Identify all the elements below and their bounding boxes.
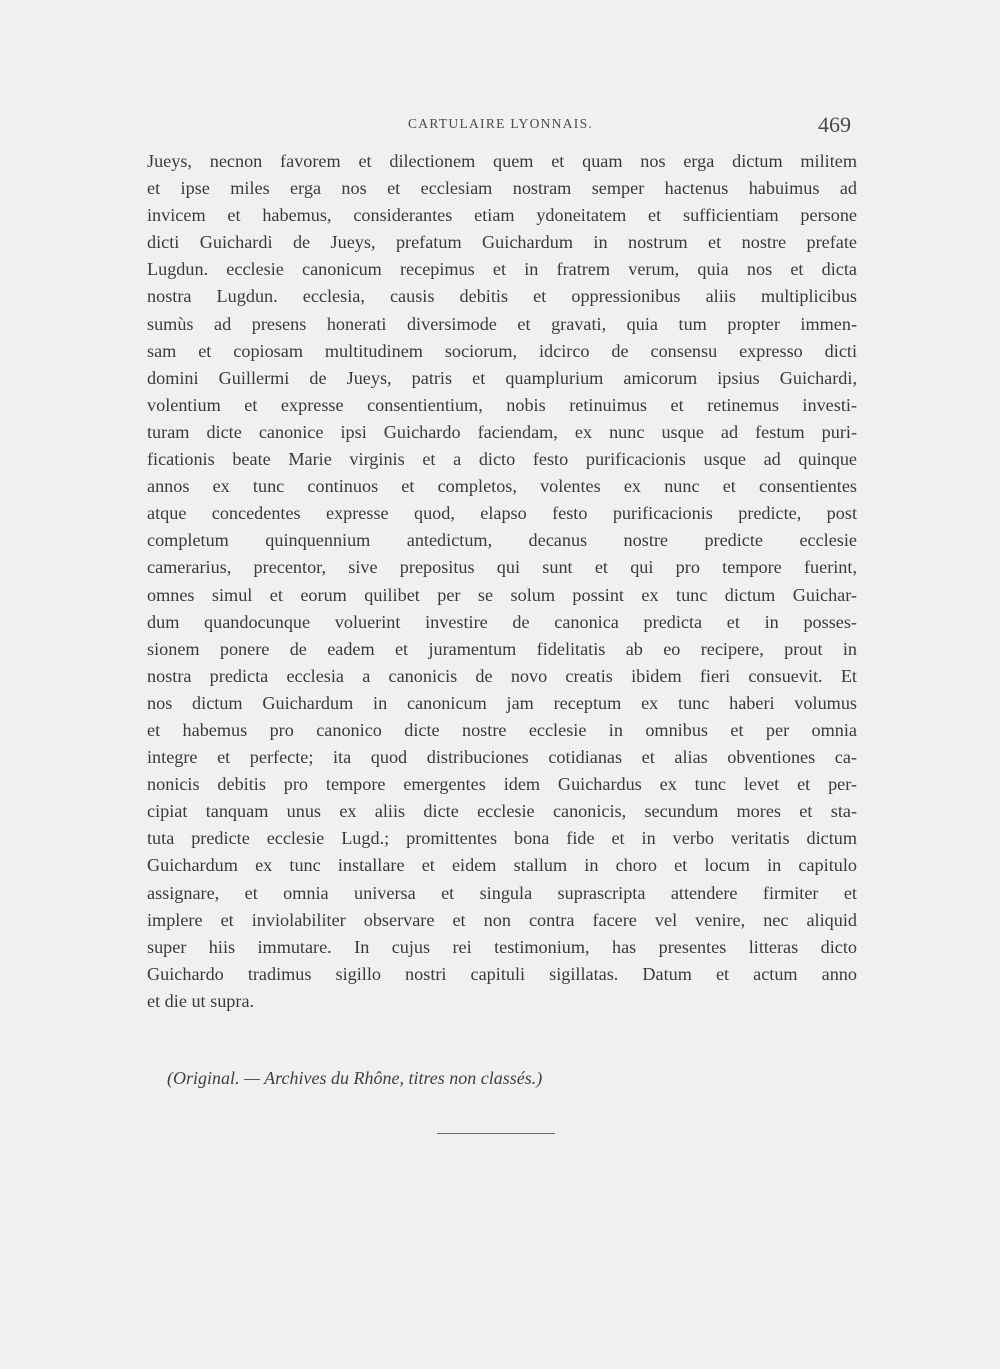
text-line: turam dicte canonice ipsi Guichardo faciendam, ex nunc usque ad festum puri- [147, 421, 857, 442]
text-line: Jueys, necnon favorem et dilectionem quem et quam nos erga dictum militem [147, 151, 857, 171]
text-line: invicem et habemus, considerantes etiam ydoneitatem et sufficientiam persone [147, 205, 857, 226]
text-line: Lugdun. ecclesie canonicum recepimus et in fratrem verum, quia nos et dicta [147, 259, 857, 280]
text-line: annos ex tunc continuos et completos, volentes ex nunc et consentientes [147, 476, 857, 497]
text-line: sam et copiosam multitudinem sociorum, idcirco de consensu expresso dicti [147, 340, 857, 361]
running-head: CARTULAIRE LYONNAIS. [408, 116, 594, 131]
text-line: nostra predicta ecclesia a canonicis de novo creatis ibidem fieri consuevit. Et [147, 665, 857, 686]
source-note: (Original. — Archives du Rhône, titres non classés.) [167, 1068, 543, 1088]
text-line: camerarius, precentor, sive prepositus qui sunt et qui pro tempore fuerint, [147, 557, 857, 578]
body-text [147, 148, 857, 1015]
text-line: super hiis immutare. In cujus rei testimonium, has presentes litteras dicto [147, 936, 857, 957]
closing-rule [437, 1133, 555, 1134]
text-line: assignare, et omnia universa et singula suprascripta attendere firmiter et [147, 882, 857, 903]
text-line: nostra Lugdun. ecclesia, causis debitis et oppressionibus aliis multiplicibus [147, 286, 857, 307]
text-line: et ipse miles erga nos et ecclesiam nostram semper hactenus habuimus ad [147, 178, 857, 199]
text-line: volentium et expresse consentientium, nobis retinuimus et retinemus investi- [147, 394, 857, 415]
text-line: ficationis beate Marie virginis et a dicto festo purificacionis usque ad quinque [147, 449, 857, 470]
text-line: nonicis debitis pro tempore emergentes idem Guichardus ex tunc levet et per- [147, 774, 857, 795]
text-line: integre et perfecte; ita quod distribuciones cotidianas et alias obventiones ca- [147, 747, 857, 768]
text-line: et die ut supra. [147, 990, 255, 1011]
page-number: 469 [818, 112, 851, 137]
text-line: sumùs ad presens honerati diversimode et gravati, quia tum propter immen- [147, 313, 857, 334]
text-line: nos dictum Guichardum in canonicum jam receptum ex tunc haberi volumus [147, 692, 857, 713]
text-line: implere et inviolabiliter observare et non contra facere vel venire, nec aliquid [147, 909, 857, 930]
text-line: cipiat tanquam unus ex aliis dicte ecclesie canonicis, secundum mores et sta- [147, 801, 857, 822]
text-line: tuta predicte ecclesie Lugd.; promittentes bona fide et in verbo veritatis dictum [147, 828, 857, 849]
text-line: domini Guillermi de Jueys, patris et quamplurium amicorum ipsius Guichardi, [147, 367, 857, 388]
text-line: atque concedentes expresse quod, elapso festo purificacionis predicte, post [147, 503, 857, 524]
text-line: Guichardum ex tunc installare et eidem stallum in choro et locum in capitulo [147, 855, 857, 876]
text-line: completum quinquennium antedictum, decanus nostre predicte ecclesie [147, 530, 857, 551]
text-line: dicti Guichardi de Jueys, prefatum Guichardum in nostrum et nostre prefate [147, 232, 857, 253]
text-line: et habemus pro canonico dicte nostre ecclesie in omnibus et per omnia [147, 719, 857, 740]
text-line: Guichardo tradimus sigillo nostri capituli sigillatas. Datum et actum anno [147, 963, 857, 984]
text-line: sionem ponere de eadem et juramentum fidelitatis ab eo recipere, prout in [147, 638, 857, 659]
text-line: dum quandocunque voluerint investire de canonica predicta et in posses- [147, 611, 857, 632]
text-line: omnes simul et eorum quilibet per se solum possint ex tunc dictum Guichar- [147, 584, 857, 605]
